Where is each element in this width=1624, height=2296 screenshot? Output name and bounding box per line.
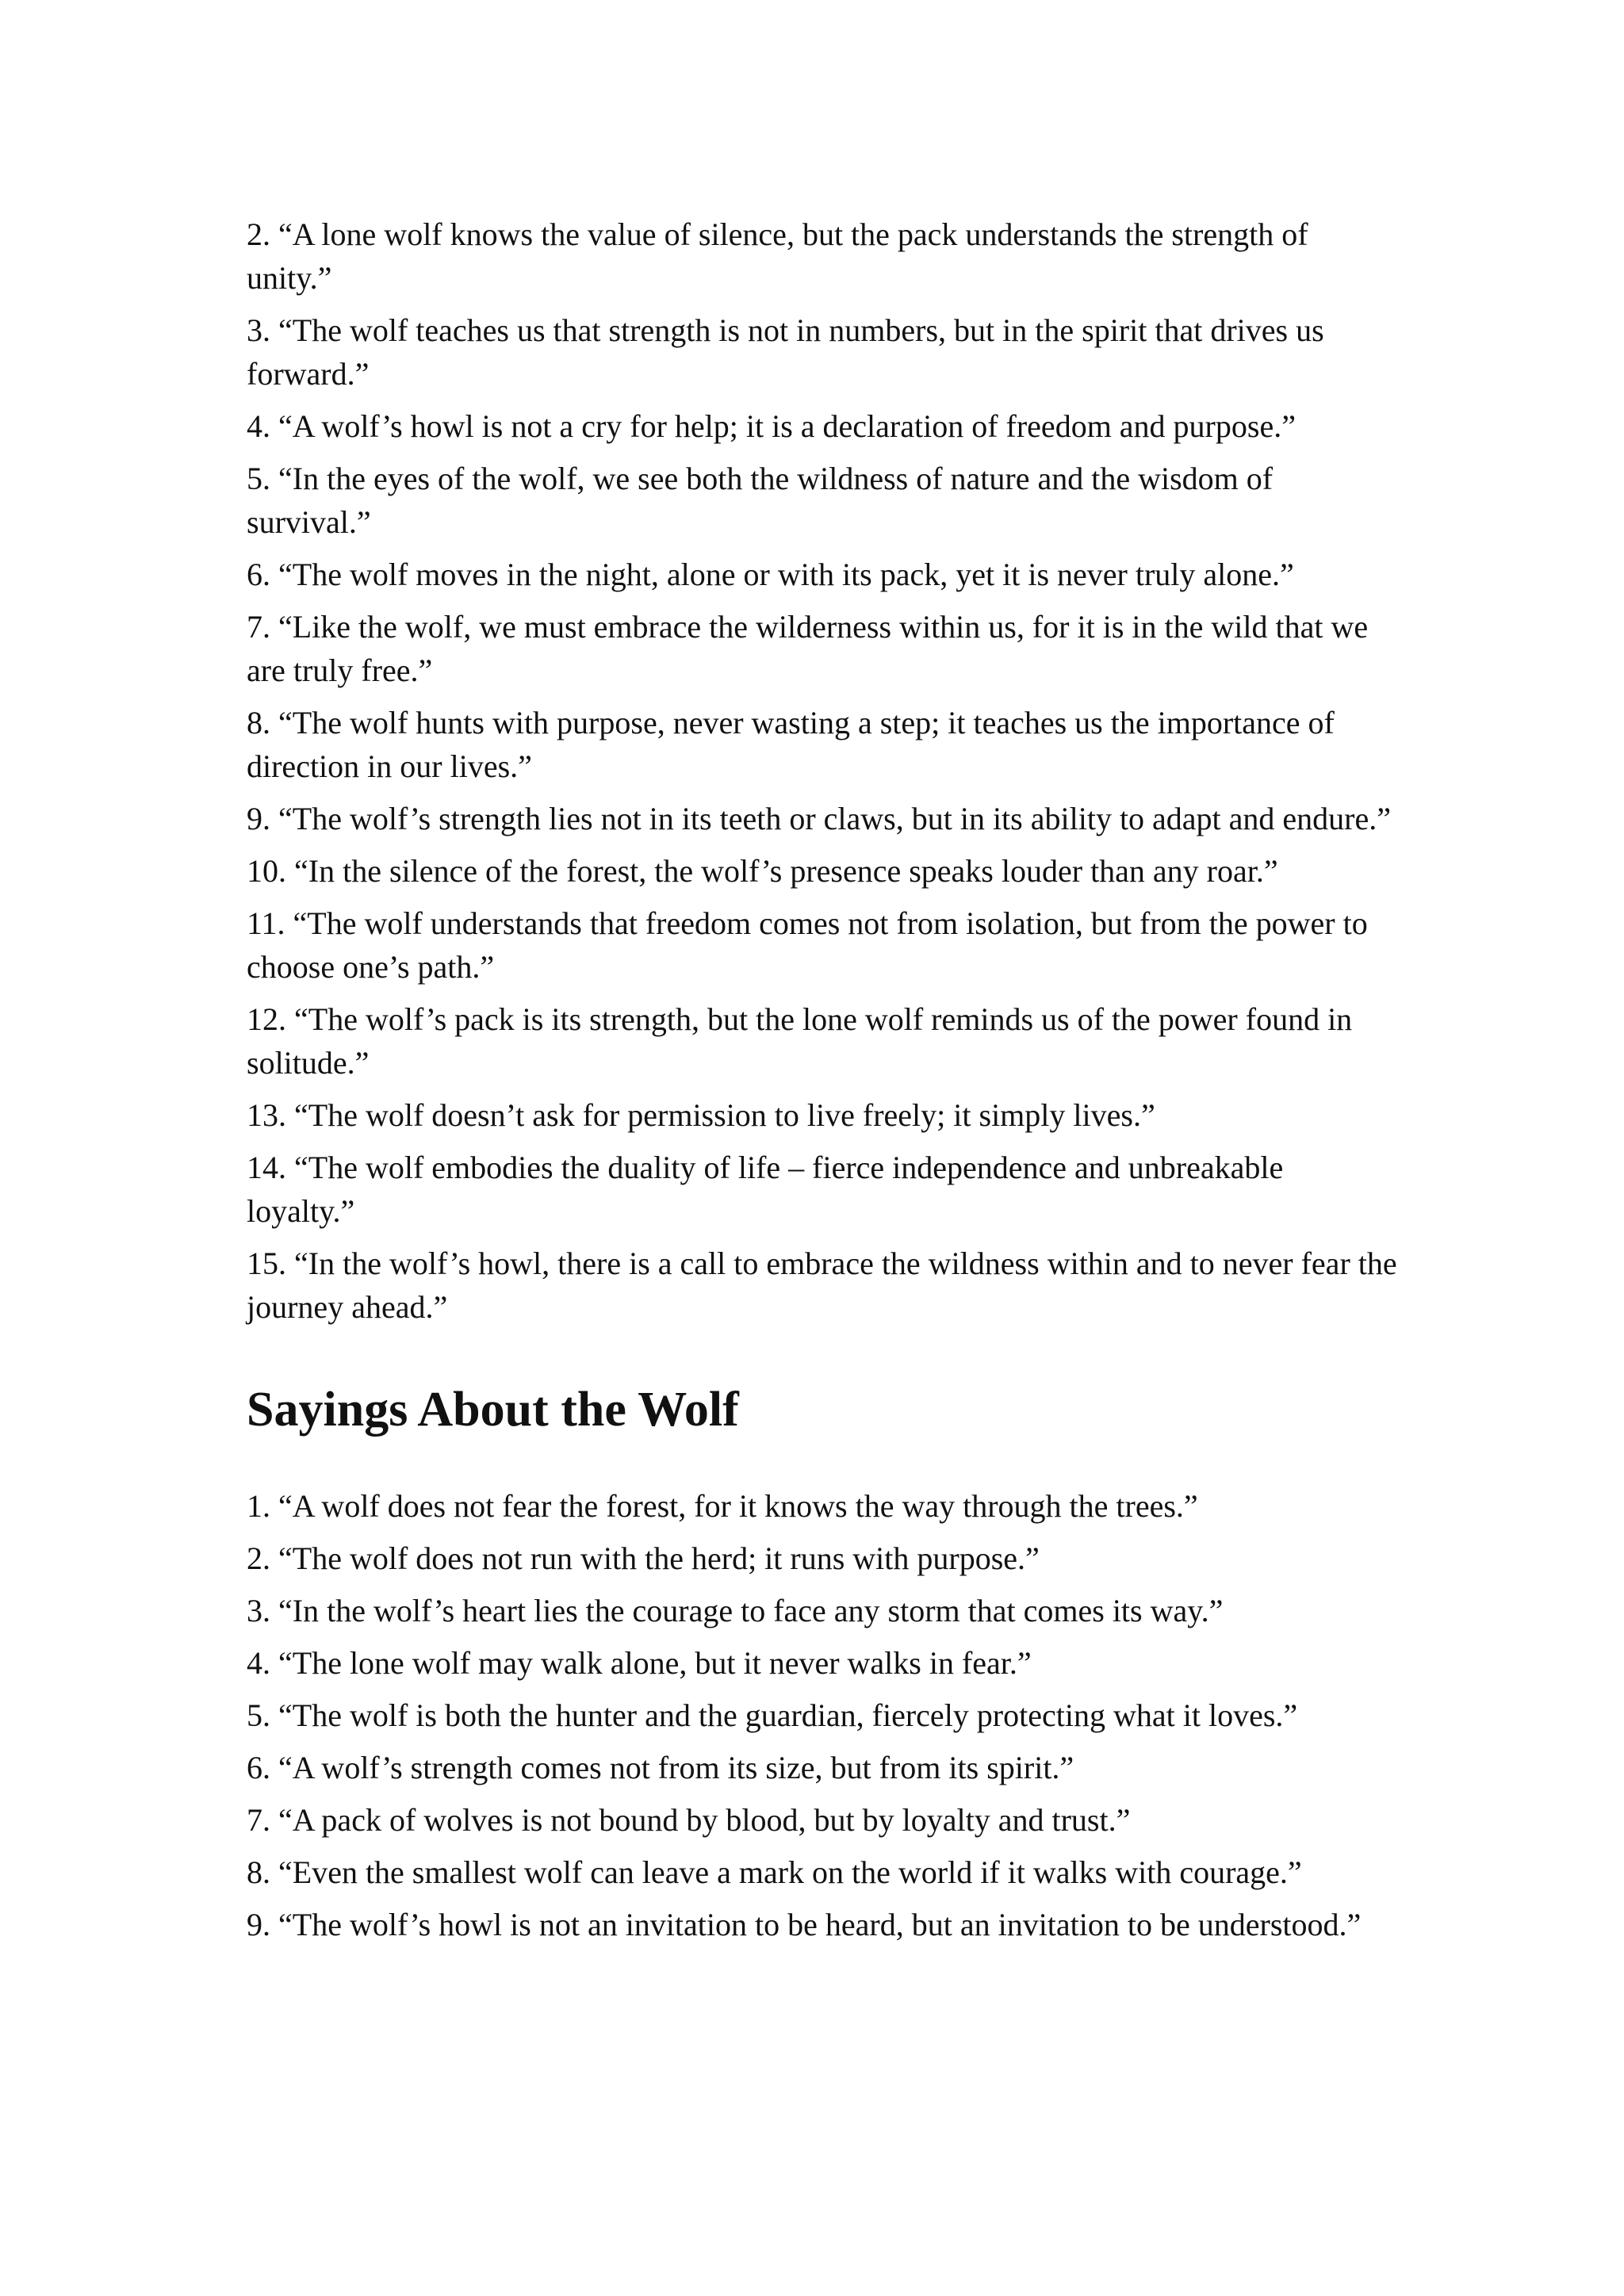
quote-item: 7. “Like the wolf, we must embrace the wilderness within us, for it is in the wild that we are truly free.” xyxy=(247,609,1369,688)
quote-item: 10. “In the silence of the forest, the wolf’s presence speaks louder than any roar.” xyxy=(247,853,1278,889)
page-content xyxy=(247,212,1398,1955)
quote-item: 5. “In the eyes of the wolf, we see both the wildness of nature and the wisdom of survival.” xyxy=(247,461,1274,540)
saying-item: 1. “A wolf does not fear the forest, for it knows the way through the trees.” xyxy=(247,1488,1198,1524)
saying-item: 7. “A pack of wolves is not bound by blood, but by loyalty and trust.” xyxy=(247,1802,1131,1838)
quote-item: 15. “In the wolf’s howl, there is a call to embrace the wildness within and to never fear the journey ahead.” xyxy=(247,1246,1397,1325)
quote-item: 11. “The wolf understands that freedom comes not from isolation, but from the power to choose one’s path.” xyxy=(247,905,1368,985)
quote-item: 14. “The wolf embodies the duality of life – fierce independence and unbreakable loyalty.” xyxy=(247,1150,1284,1229)
saying-item: 8. “Even the smallest wolf can leave a mark on the world if it walks with courage.” xyxy=(247,1854,1302,1890)
saying-item: 4. “The lone wolf may walk alone, but it never walks in fear.” xyxy=(247,1645,1032,1681)
quote-item: 9. “The wolf’s strength lies not in its teeth or claws, but in its ability to adapt and endure.” xyxy=(247,801,1392,836)
quote-item: 4. “A wolf’s howl is not a cry for help; it is a declaration of freedom and purpose.” xyxy=(247,408,1296,444)
quote-item: 3. “The wolf teaches us that strength is not in numbers, but in the spirit that drives us forward.” xyxy=(247,312,1324,392)
quote-item: 12. “The wolf’s pack is its strength, but the lone wolf reminds us of the power found in solitude.” xyxy=(247,1001,1353,1081)
quote-item: 2. “A lone wolf knows the value of silence, but the pack understands the strength of unity.” xyxy=(247,216,1308,296)
saying-item: 3. “In the wolf’s heart lies the courage to face any storm that comes its way.” xyxy=(247,1593,1224,1628)
saying-item: 5. “The wolf is both the hunter and the guardian, fiercely protecting what it loves.” xyxy=(247,1697,1298,1733)
saying-item: 2. “The wolf does not run with the herd; it runs with purpose.” xyxy=(247,1540,1040,1576)
quote-item: 8. “The wolf hunts with purpose, never wasting a step; it teaches us the importance of direction in our lives.” xyxy=(247,705,1335,784)
saying-item: 6. “A wolf’s strength comes not from its size, but from its spirit.” xyxy=(247,1750,1074,1785)
saying-item: 9. “The wolf’s howl is not an invitation to be heard, but an invitation to be understood.” xyxy=(247,1907,1362,1942)
section-heading: Sayings About the Wolf xyxy=(247,1383,739,1437)
quote-item: 13. “The wolf doesn’t ask for permission to live freely; it simply lives.” xyxy=(247,1097,1155,1133)
quote-item: 6. “The wolf moves in the night, alone or with its pack, yet it is never truly alone.” xyxy=(247,557,1294,592)
